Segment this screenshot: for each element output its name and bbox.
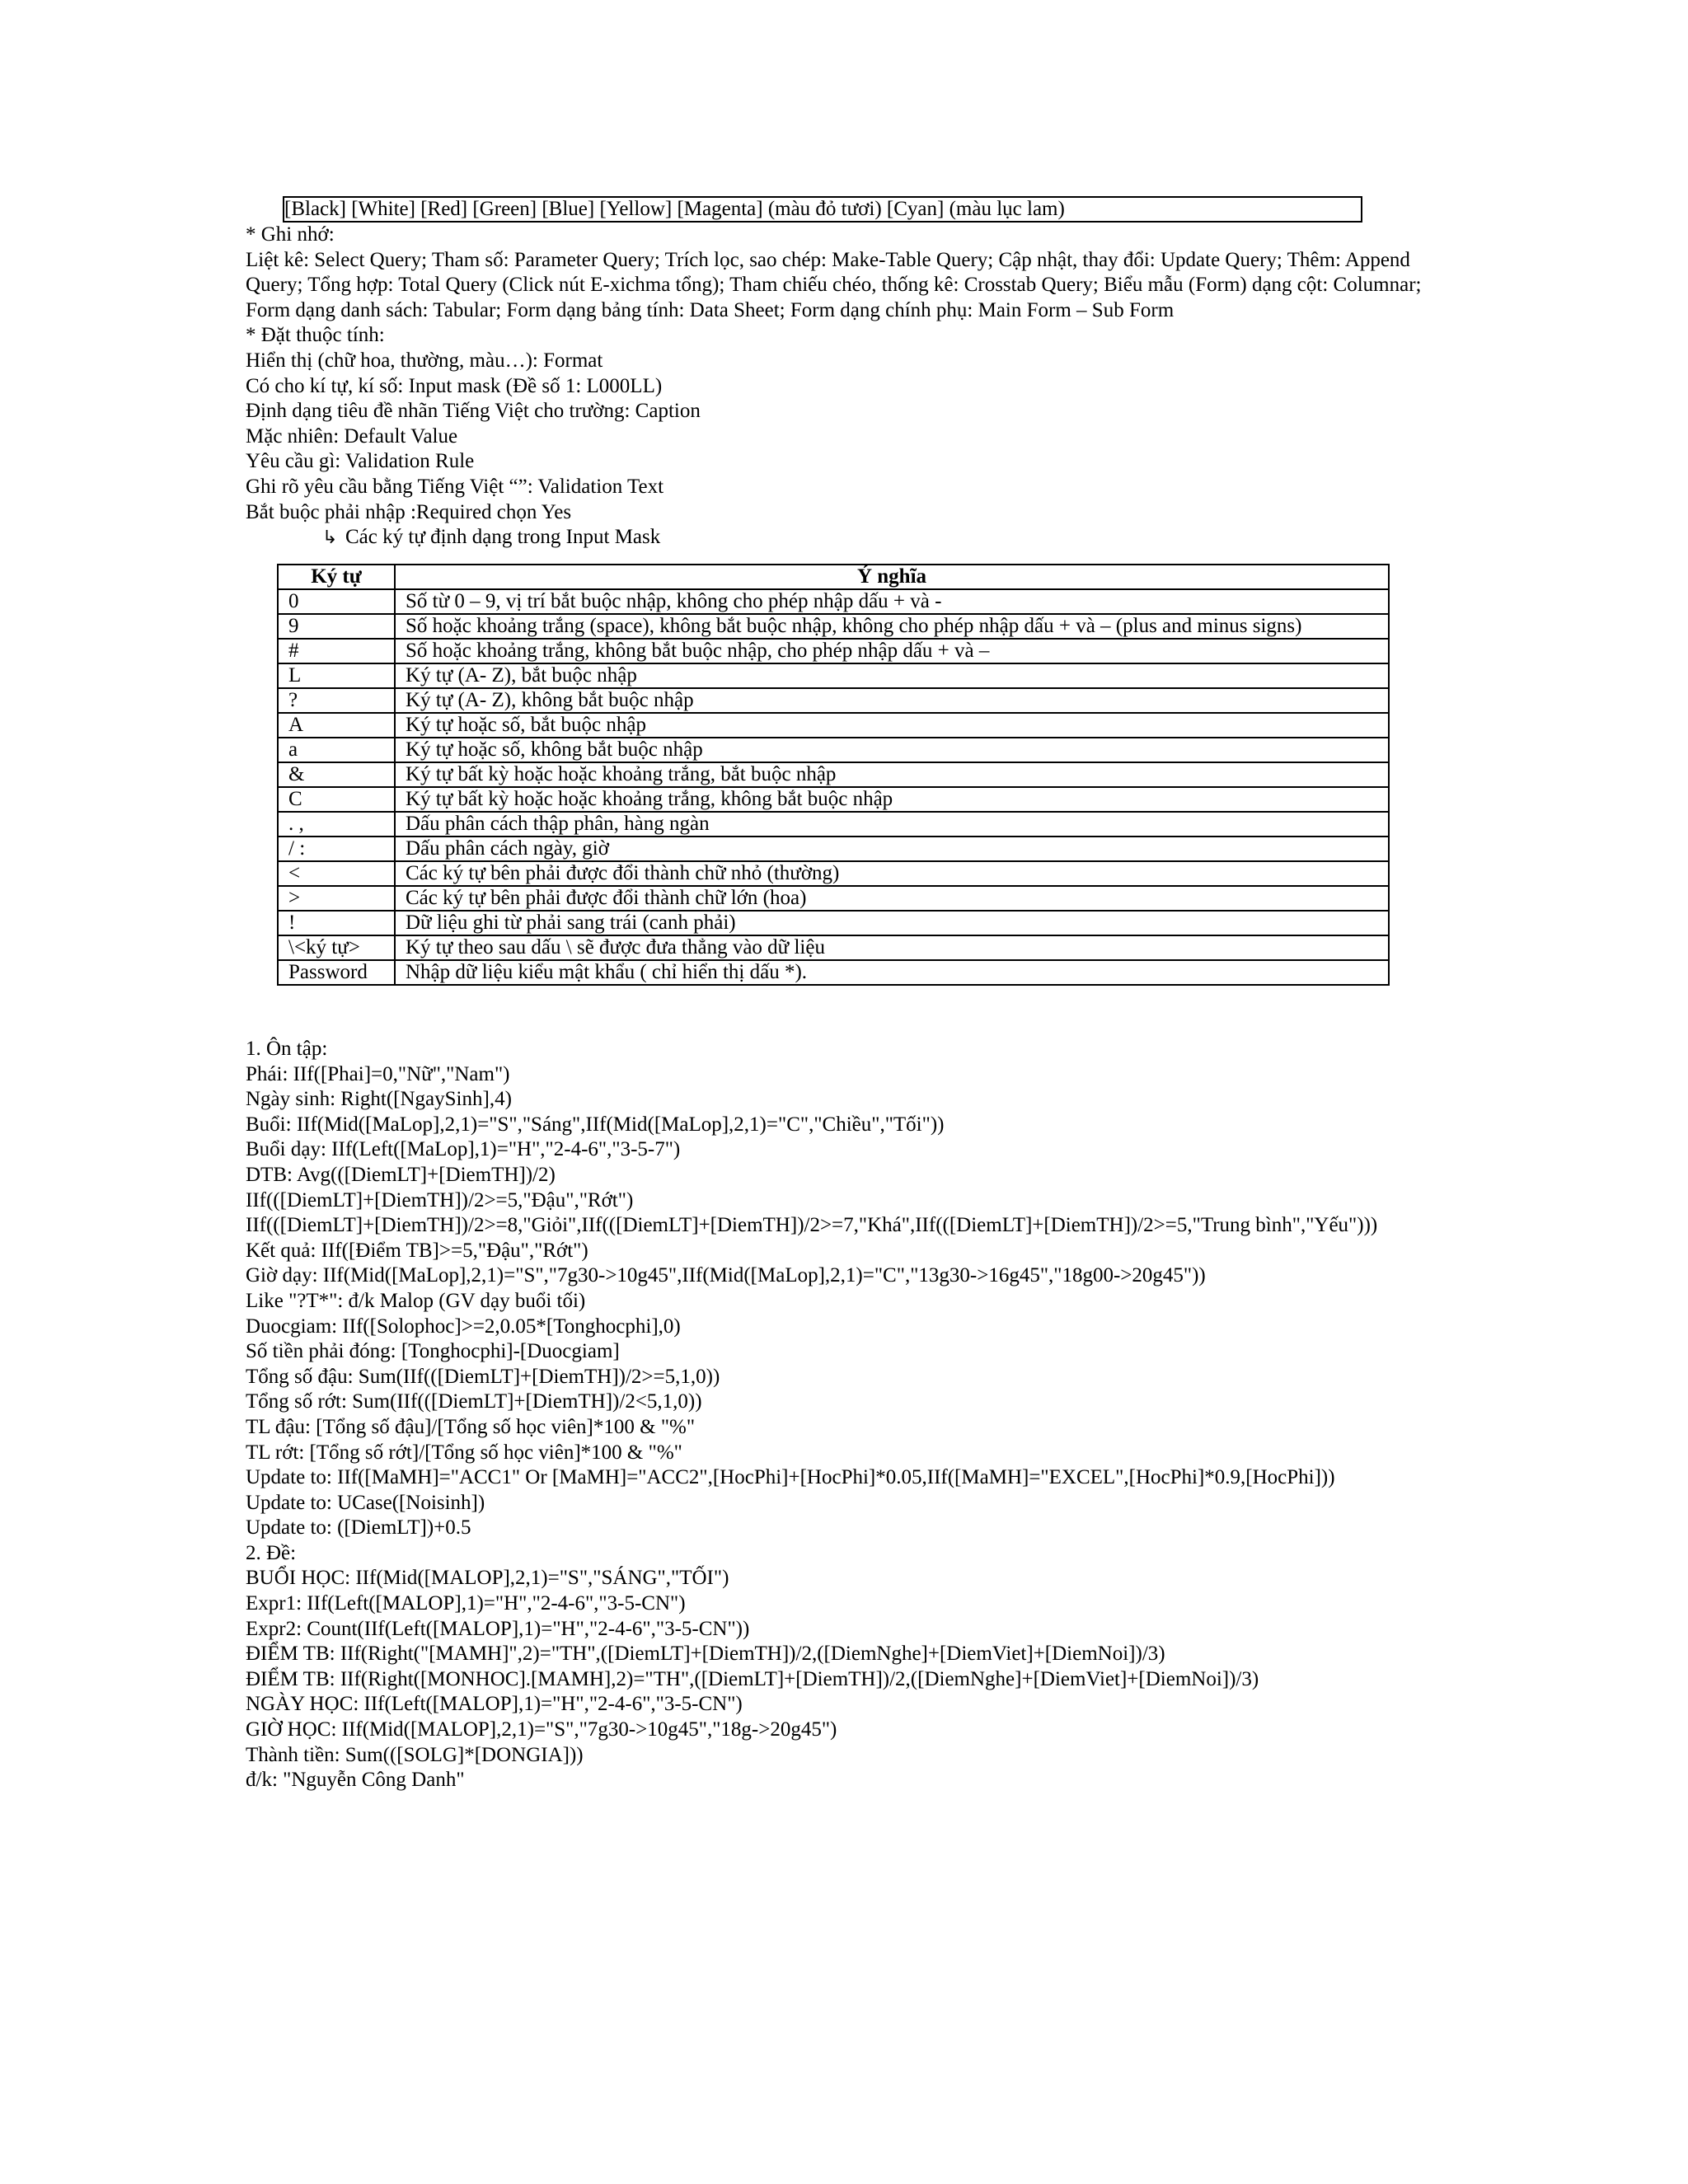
formula-line: Số tiền phải đóng: [Tonghocphi]-[Duocgiam]: [246, 1340, 620, 1363]
property-line: Hiển thị (chữ hoa, thường, màu…): Format: [246, 349, 603, 372]
table-row: [278, 713, 1389, 738]
formula-line: Buổi dạy: IIf(Left([MaLop],1)="H","2-4-6","3-5-7"): [246, 1138, 681, 1161]
table-row: [278, 614, 1389, 639]
formula-line: ĐIỂM TB: IIf(Right([MONHOC].[MAMH],2)="TH",([DiemLT]+[DiemTH])/2,([DiemNghe]+[DiemViet]+[DiemNoi])/3): [246, 1667, 1259, 1690]
mask-meaning: Ký tự hoặc số, không bắt buộc nhập: [395, 738, 1389, 762]
table-row: [278, 787, 1389, 812]
formula-line: Expr1: IIf(Left([MALOP],1)="H","2-4-6","3-5-CN"): [246, 1592, 686, 1615]
formulas-section: [246, 1037, 1457, 1793]
formula-line: Update to: ([DiemLT])+0.5: [246, 1516, 471, 1540]
mask-meaning: Số từ 0 – 9, vị trí bắt buộc nhập, không cho phép nhập dấu + và -: [395, 589, 1389, 614]
formula-line: Tổng số đậu: Sum(IIf(([DiemLT]+[DiemTH])/2>=5,1,0)): [246, 1365, 720, 1388]
mask-meaning: Các ký tự bên phải được đổi thành chữ lớn (hoa): [395, 886, 1389, 911]
formula-line: Update to: IIf([MaMH]="ACC1" Or [MaMH]="ACC2",[HocPhi]+[HocPhi]*0.05,IIf([MaMH]="EXCEL",[HocPhi]*0.9,[HocPhi])): [246, 1466, 1335, 1489]
table-row: [278, 688, 1389, 713]
table-row: [278, 738, 1389, 762]
formula-line: TL đậu: [Tổng số đậu]/[Tổng số học viên]*100 & "%": [246, 1415, 696, 1438]
header-y-nghia: Ý nghĩa: [395, 565, 1389, 589]
formula-line: 2. Đề:: [246, 1541, 297, 1564]
mask-character: 0: [278, 589, 395, 614]
formula-line: Buổi: IIf(Mid([MaLop],2,1)="S","Sáng",IIf(Mid([MaLop],2,1)="C","Chiều","Tối")): [246, 1113, 945, 1136]
table-header-row: [278, 565, 1389, 589]
table-body: [278, 589, 1389, 985]
mask-character: >: [278, 886, 395, 911]
notes-section: [246, 223, 1457, 551]
mask-meaning: Dấu phân cách thập phân, hàng ngàn: [395, 812, 1389, 837]
header-ky-tu: Ký tự: [278, 565, 395, 589]
mask-character: ?: [278, 688, 395, 713]
table-row: [278, 837, 1389, 861]
property-line: Bắt buộc phải nhập :Required chọn Yes: [246, 500, 572, 523]
mask-character: a: [278, 738, 395, 762]
mask-character: L: [278, 663, 395, 688]
table-row: [278, 762, 1389, 787]
property-line: Ghi rõ yêu cầu bằng Tiếng Việt “”: Validation Text: [246, 475, 664, 498]
mask-meaning: Ký tự bất kỳ hoặc hoặc khoảng trắng, bắt buộc nhập: [395, 762, 1389, 787]
formula-line: Tổng số rớt: Sum(IIf(([DiemLT]+[DiemTH])/2<5,1,0)): [246, 1390, 702, 1413]
color-list-text: [Black] [White] [Red] [Green] [Blue] [Yellow] [Magenta] (màu đỏ tươi) [Cyan] (màu lục lam): [284, 198, 1065, 220]
mask-character: C: [278, 787, 395, 812]
input-mask-intro-line: [246, 525, 1457, 551]
formula-line: ĐIỂM TB: IIf(Right("[MAMH]",2)="TH",([DiemLT]+[DiemTH])/2,([DiemNghe]+[DiemViet]+[DiemNoi])/3): [246, 1643, 1165, 1666]
mask-character: / :: [278, 837, 395, 861]
formula-line: Kết quả: IIf([Điểm TB]>=5,"Đậu","Rớt"): [246, 1239, 588, 1262]
table-row: [278, 960, 1389, 985]
dat-thuoc-tinh-heading: * Đặt thuộc tính:: [246, 324, 385, 347]
mask-character: !: [278, 911, 395, 935]
property-line: Có cho kí tự, kí số: Input mask (Đề số 1: L000LL): [246, 374, 663, 397]
arrow-bullet-icon: ↳: [322, 527, 338, 549]
mask-character: A: [278, 713, 395, 738]
formula-line: Like "?T*": đ/k Malop (GV dạy buổi tối): [246, 1289, 586, 1312]
mask-character: #: [278, 639, 395, 663]
formula-line: TL rớt: [Tổng số rớt]/[Tổng số học viên]*100 & "%": [246, 1441, 682, 1464]
formula-line: 1. Ôn tập:: [246, 1038, 328, 1060]
property-line: Định dạng tiêu đề nhãn Tiếng Việt cho trường: Caption: [246, 400, 701, 423]
input-mask-intro-text: Các ký tự định dạng trong Input Mask: [345, 526, 661, 549]
mask-meaning: Dấu phân cách ngày, giờ: [395, 837, 1389, 861]
table-row: [278, 861, 1389, 886]
formula-line: Thành tiền: Sum(([SOLG]*[DONGIA])): [246, 1743, 584, 1766]
table-row: [278, 663, 1389, 688]
mask-meaning: Ký tự bất kỳ hoặc hoặc khoảng trắng, không bắt buộc nhập: [395, 787, 1389, 812]
formula-line: GIỜ HỌC: IIf(Mid([MALOP],2,1)="S","7g30->10g45","18g->20g45"): [246, 1718, 837, 1741]
mask-meaning: Các ký tự bên phải được đổi thành chữ nhỏ (thường): [395, 861, 1389, 886]
mask-character: \<ký tự>: [278, 935, 395, 960]
formula-line: BUỔI HỌC: IIf(Mid([MALOP],2,1)="S","SÁNG","TỐI"): [246, 1567, 729, 1590]
mask-character: &: [278, 762, 395, 787]
formula-line: IIf(([DiemLT]+[DiemTH])/2>=5,"Đậu","Rớt"): [246, 1188, 634, 1212]
mask-meaning: Số hoặc khoảng trắng (space), không bắt buộc nhập, không cho phép nhập dấu + và – (plus and minus signs): [395, 614, 1389, 639]
table-row: [278, 812, 1389, 837]
formula-line: Ngày sinh: Right([NgaySinh],4): [246, 1088, 512, 1111]
formula-line: Update to: UCase([Noisinh]): [246, 1491, 485, 1514]
color-list-box: [283, 196, 1362, 223]
mask-meaning: Số hoặc khoảng trắng, không bắt buộc nhập, cho phép nhập dấu + và –: [395, 639, 1389, 663]
mask-meaning: Ký tự hoặc số, bắt buộc nhập: [395, 713, 1389, 738]
mask-meaning: Dữ liệu ghi từ phải sang trái (canh phải): [395, 911, 1389, 935]
table-row: [278, 589, 1389, 614]
table-row: [278, 911, 1389, 935]
mask-character: Password: [278, 960, 395, 985]
formula-line: Giờ dạy: IIf(Mid([MaLop],2,1)="S","7g30->10g45",IIf(Mid([MaLop],2,1)="C","13g30->16g45","18g00->20g45")): [246, 1264, 1206, 1287]
property-line: Mặc nhiên: Default Value: [246, 424, 458, 448]
formula-line: Phái: IIf([Phai]=0,"Nữ","Nam"): [246, 1062, 510, 1085]
mask-meaning: Ký tự (A- Z), bắt buộc nhập: [395, 663, 1389, 688]
formula-line: DTB: Avg(([DiemLT]+[DiemTH])/2): [246, 1163, 556, 1186]
formula-line: NGÀY HỌC: IIf(Left([MALOP],1)="H","2-4-6","3-5-CN"): [246, 1693, 743, 1716]
formula-line: đ/k: "Nguyễn Công Danh": [246, 1769, 465, 1792]
ghi-nho-heading: * Ghi nhớ:: [246, 223, 335, 246]
mask-meaning: Nhập dữ liệu kiểu mật khẩu ( chỉ hiển thị dấu *).: [395, 960, 1389, 985]
table-row: [278, 639, 1389, 663]
formula-line: Expr2: Count(IIf(Left([MALOP],1)="H","2-4-6","3-5-CN")): [246, 1617, 750, 1640]
table-row: [278, 935, 1389, 960]
mask-character: <: [278, 861, 395, 886]
formula-line: Duocgiam: IIf([Solophoc]>=2,0.05*[Tonghocphi],0): [246, 1315, 681, 1338]
mask-character: 9: [278, 614, 395, 639]
mask-character: . ,: [278, 812, 395, 837]
input-mask-table: [277, 564, 1390, 986]
mask-meaning: Ký tự theo sau dấu \ sẽ được đưa thẳng vào dữ liệu: [395, 935, 1389, 960]
mask-meaning: Ký tự (A- Z), không bắt buộc nhập: [395, 688, 1389, 713]
table-row: [278, 886, 1389, 911]
property-line: Yêu cầu gì: Validation Rule: [246, 450, 475, 473]
formula-line: IIf(([DiemLT]+[DiemTH])/2>=8,"Giỏi",IIf(([DiemLT]+[DiemTH])/2>=7,"Khá",IIf(([DiemLT]+[DiemTH])/2>=5,"Trung bình","Yếu"))): [246, 1214, 1378, 1237]
ghi-nho-text: Liệt kê: Select Query; Tham số: Parameter Query; Trích lọc, sao chép: Make-Table Query; Cập nhật, thay đổi: Update Query; Thêm: Append Query; Tổng hợp: Total Query (Click nút E-xichma tổng); Tham chiếu chéo, thống kê: Crosstab Query; Biểu mẫu (Form) dạng cột: Columnar; Form dạng danh sách: Tabular; Form dạng bảng tính: Data Sheet; Form dạng chính phụ: Main Form – Sub Form: [246, 248, 1422, 321]
